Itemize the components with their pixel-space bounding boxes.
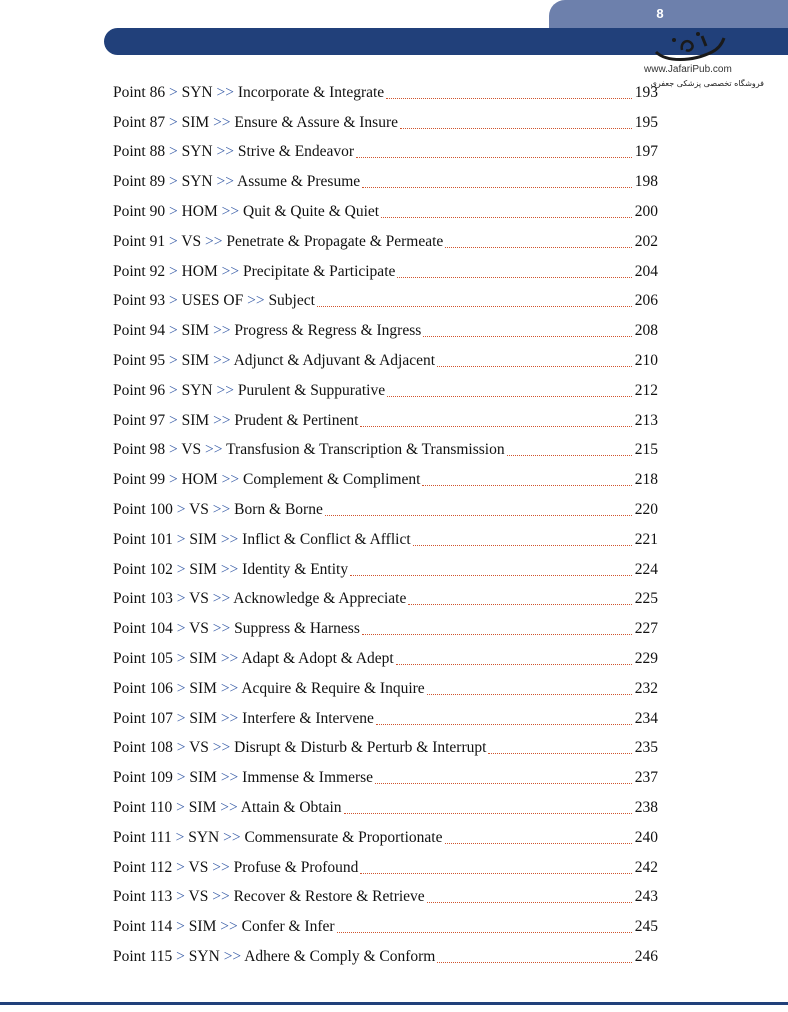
toc-entry-label	[113, 173, 360, 191]
point-number: Point 106	[113, 679, 173, 697]
dot-leader	[376, 723, 632, 725]
toc-entry[interactable]	[113, 376, 658, 406]
toc-entry[interactable]	[113, 406, 658, 436]
topic-words: Identity & Entity	[242, 560, 349, 578]
relation-type: VS	[188, 858, 209, 876]
dot-leader	[360, 425, 632, 427]
topic-words: Purulent & Suppurative	[237, 381, 386, 399]
dot-leader	[381, 216, 632, 218]
page-reference: 210	[634, 352, 658, 370]
double-arrow-separator: >>	[216, 709, 243, 727]
double-arrow-separator: >>	[208, 739, 235, 757]
dot-leader	[427, 693, 632, 695]
page-reference: 246	[634, 948, 658, 965]
toc-entry[interactable]	[113, 167, 658, 197]
toc-entry-label	[113, 143, 354, 161]
toc-entry-label	[113, 84, 384, 102]
page-reference: 235	[634, 739, 658, 757]
point-number: Point 99	[113, 471, 166, 489]
toc-entry-label	[113, 620, 360, 638]
relation-type: USES OF	[181, 292, 244, 310]
dot-leader	[437, 961, 632, 963]
point-number: Point 88	[113, 143, 166, 161]
topic-words: Suppress & Harness	[234, 620, 360, 638]
topic-words: Strive & Endeavor	[237, 143, 355, 161]
topic-words: Confer & Infer	[241, 918, 335, 936]
topic-words: Quit & Quite & Quiet	[243, 203, 380, 221]
page-reference: 218	[634, 471, 658, 489]
topic-words: Born & Borne	[234, 501, 323, 519]
double-arrow-separator: >>	[209, 113, 235, 131]
page-reference: 234	[634, 709, 658, 727]
arrow-separator: >	[165, 232, 182, 250]
toc-entry-label	[113, 322, 421, 340]
page-reference: 193	[634, 83, 658, 101]
toc-entry-label	[113, 918, 335, 936]
topic-words: Progress & Regress & Ingress	[234, 322, 422, 340]
arrow-separator: >	[172, 888, 189, 906]
topic-words: Inflict & Conflict & Afflict	[242, 530, 411, 548]
topic-words: Penetrate & Propagate & Permeate	[226, 232, 444, 250]
dot-leader	[362, 186, 632, 188]
arrow-separator: >	[172, 948, 189, 965]
toc-entry-label	[113, 471, 420, 489]
toc-entry-label	[113, 769, 373, 787]
toc-entry-label	[113, 948, 435, 966]
point-number: Point 108	[113, 739, 173, 757]
double-arrow-separator: >>	[208, 858, 234, 876]
topic-words: Acquire & Require & Inquire	[241, 679, 425, 697]
toc-entry-label	[113, 739, 486, 757]
point-number: Point 100	[113, 501, 173, 519]
point-number: Point 87	[113, 113, 166, 131]
page-reference: 224	[634, 560, 658, 578]
dot-leader	[507, 454, 632, 456]
dot-leader	[445, 246, 632, 248]
dot-leader	[427, 901, 632, 903]
page-reference: 243	[634, 888, 658, 906]
toc-entry-label	[113, 203, 379, 221]
page-reference: 245	[634, 918, 658, 936]
topic-words: Subject	[268, 292, 315, 310]
dot-leader	[386, 97, 632, 99]
toc-entry-label	[113, 501, 323, 519]
double-arrow-separator: >>	[212, 83, 238, 101]
dot-leader	[387, 395, 632, 397]
toc-entry-label	[113, 412, 358, 430]
double-arrow-separator: >>	[208, 888, 234, 906]
toc-entry-label	[113, 233, 443, 251]
page-number: 8	[656, 6, 664, 21]
point-number: Point 112	[113, 858, 173, 876]
point-number: Point 94	[113, 322, 166, 340]
arrow-separator: >	[165, 471, 182, 489]
toc-entry-label	[113, 680, 425, 698]
dot-leader	[445, 842, 633, 844]
point-number: Point 115	[113, 948, 173, 965]
dot-leader	[488, 752, 632, 754]
dot-leader	[325, 514, 632, 516]
toc-entry[interactable]	[113, 495, 658, 525]
double-arrow-separator: >>	[243, 292, 269, 310]
relation-type: SIM	[189, 650, 217, 668]
arrow-separator: >	[172, 739, 190, 757]
toc-entry-label	[113, 799, 342, 817]
toc-entry[interactable]	[113, 734, 658, 764]
double-arrow-separator: >>	[216, 769, 243, 787]
logo-subtitle: فروشگاه تخصصی پزشکی جعفری	[650, 79, 764, 88]
toc-entry-label	[113, 829, 443, 847]
relation-type: SIM	[189, 709, 217, 727]
arrow-separator: >	[165, 441, 182, 459]
double-arrow-separator: >>	[219, 828, 245, 846]
double-arrow-separator: >>	[216, 679, 242, 697]
relation-type: VS	[189, 739, 209, 757]
relation-type: SIM	[181, 352, 210, 370]
double-arrow-separator: >>	[201, 232, 227, 250]
point-number: Point 86	[113, 83, 166, 101]
dot-leader	[413, 544, 632, 546]
arrow-separator: >	[165, 352, 182, 370]
toc-entry[interactable]	[113, 108, 658, 138]
relation-type: HOM	[181, 471, 218, 489]
point-number: Point 89	[113, 173, 166, 191]
toc-entry[interactable]	[113, 704, 658, 734]
page-reference: 215	[634, 441, 658, 459]
dot-leader	[356, 156, 632, 158]
topic-words: Adhere & Comply & Conform	[244, 948, 436, 965]
toc-entry-label	[113, 441, 505, 459]
toc-entry[interactable]	[113, 912, 658, 942]
publisher-logo	[644, 30, 764, 90]
arrow-separator: >	[165, 262, 182, 280]
dot-leader	[397, 276, 632, 278]
double-arrow-separator: >>	[217, 471, 244, 489]
arrow-separator: >	[172, 501, 190, 519]
topic-words: Incorporate & Integrate	[237, 83, 385, 101]
double-arrow-separator: >>	[216, 650, 242, 668]
footer-rule	[0, 1002, 788, 1005]
toc-entry[interactable]	[113, 227, 658, 257]
topic-words: Recover & Restore & Retrieve	[233, 888, 425, 906]
page-reference: 232	[634, 679, 658, 697]
topic-words: Precipitate & Participate	[243, 262, 396, 280]
page-reference: 221	[634, 530, 658, 548]
relation-type: SIM	[181, 113, 210, 131]
toc-entry[interactable]	[113, 316, 658, 346]
page-reference: 200	[634, 203, 658, 221]
toc-entry-label	[113, 710, 374, 728]
dot-leader	[422, 484, 632, 486]
double-arrow-separator: >>	[212, 173, 238, 191]
toc-entry-label	[113, 888, 425, 906]
toc-entry[interactable]	[113, 465, 658, 495]
toc-entry[interactable]	[113, 436, 658, 466]
page-reference: 238	[634, 799, 658, 817]
arrow-separator: >	[165, 143, 182, 161]
double-arrow-separator: >>	[216, 560, 243, 578]
topic-words: Adapt & Adopt & Adept	[241, 650, 394, 668]
toc-entry-label	[113, 650, 394, 668]
double-arrow-separator: >>	[219, 948, 245, 965]
arrow-separator: >	[165, 322, 182, 340]
double-arrow-separator: >>	[217, 203, 244, 221]
relation-type: SIM	[189, 560, 217, 578]
double-arrow-separator: >>	[201, 441, 227, 459]
relation-type: VS	[188, 888, 209, 906]
logo-url: www.JafariPub.com	[644, 64, 732, 75]
arrow-separator: >	[172, 858, 189, 876]
arrow-separator: >	[165, 411, 182, 429]
page-reference: 212	[634, 381, 658, 399]
toc-entry[interactable]	[113, 793, 658, 823]
relation-type: SYN	[181, 173, 213, 191]
arrow-separator: >	[171, 828, 189, 846]
dot-leader	[437, 365, 632, 367]
toc-entry[interactable]	[113, 525, 658, 555]
arrow-separator: >	[172, 709, 190, 727]
arrow-separator: >	[165, 381, 182, 399]
point-number: Point 111	[113, 828, 172, 846]
page-reference: 195	[634, 113, 658, 131]
double-arrow-separator: >>	[216, 799, 241, 817]
double-arrow-separator: >>	[209, 411, 235, 429]
point-number: Point 110	[113, 799, 173, 817]
point-number: Point 98	[113, 441, 166, 459]
toc-entry[interactable]	[113, 883, 658, 913]
toc-entry[interactable]	[113, 585, 658, 615]
topic-words: Transfusion & Transcription & Transmission	[226, 441, 505, 459]
toc-entry-label	[113, 263, 395, 281]
toc-entry-label	[113, 292, 315, 310]
point-number: Point 104	[113, 620, 173, 638]
point-number: Point 103	[113, 590, 173, 608]
arrow-separator: >	[172, 620, 190, 638]
relation-type: SYN	[181, 381, 213, 399]
point-number: Point 102	[113, 560, 173, 578]
double-arrow-separator: >>	[212, 143, 238, 161]
relation-type: SIM	[181, 411, 210, 429]
toc-entry[interactable]	[113, 555, 658, 585]
toc-entry-label	[113, 114, 398, 132]
topic-words: Immense & Immerse	[242, 769, 374, 787]
relation-type: SYN	[188, 828, 220, 846]
arrow-separator: >	[172, 799, 189, 817]
topic-words: Adjunct & Adjuvant & Adjacent	[233, 352, 436, 370]
double-arrow-separator: >>	[209, 322, 235, 340]
point-number: Point 92	[113, 262, 166, 280]
dot-leader	[396, 663, 632, 665]
page-reference: 208	[634, 322, 658, 340]
topic-words: Prudent & Pertinent	[234, 411, 359, 429]
point-number: Point 107	[113, 709, 173, 727]
toc-entry-label	[113, 352, 435, 370]
toc-entry-label	[113, 859, 358, 877]
topic-words: Attain & Obtain	[240, 799, 342, 817]
relation-type: SIM	[189, 769, 217, 787]
dot-leader	[400, 127, 632, 129]
toc-entry[interactable]	[113, 763, 658, 793]
double-arrow-separator: >>	[216, 918, 242, 936]
arrow-separator: >	[172, 590, 190, 608]
toc-entry[interactable]	[113, 78, 658, 108]
page-reference: 206	[634, 292, 658, 310]
double-arrow-separator: >>	[212, 381, 238, 399]
topic-words: Disrupt & Disturb & Perturb & Interrupt	[234, 739, 487, 757]
point-number: Point 114	[113, 918, 173, 936]
point-number: Point 101	[113, 530, 173, 548]
page-reference: 227	[634, 620, 658, 638]
topic-words: Assume & Presume	[237, 173, 361, 191]
page-reference: 202	[634, 232, 658, 250]
toc-entry[interactable]	[113, 942, 658, 972]
toc-entry[interactable]	[113, 138, 658, 168]
relation-type: VS	[189, 590, 209, 608]
arrow-separator: >	[165, 113, 182, 131]
toc-entry-label	[113, 531, 411, 549]
point-number: Point 113	[113, 888, 173, 906]
arrow-separator: >	[165, 173, 182, 191]
arrow-separator: >	[165, 203, 182, 221]
double-arrow-separator: >>	[209, 352, 234, 370]
point-number: Point 95	[113, 352, 166, 370]
dot-leader	[408, 603, 632, 605]
topic-words: Commensurate & Proportionate	[244, 828, 443, 846]
relation-type: VS	[189, 620, 209, 638]
arrow-separator: >	[172, 769, 190, 787]
dot-leader	[423, 335, 632, 337]
topic-words: Interfere & Intervene	[242, 709, 374, 727]
topic-words: Profuse & Profound	[233, 858, 359, 876]
relation-type: SIM	[188, 918, 217, 936]
relation-type: SIM	[188, 799, 217, 817]
point-number: Point 105	[113, 650, 173, 668]
toc-entry[interactable]	[113, 257, 658, 287]
relation-type: HOM	[181, 262, 218, 280]
double-arrow-separator: >>	[208, 590, 234, 608]
toc-entry[interactable]	[113, 823, 658, 853]
page-reference: 242	[634, 858, 658, 876]
topic-words: Complement & Compliment	[243, 471, 421, 489]
relation-type: SYN	[181, 143, 213, 161]
relation-type: VS	[181, 232, 202, 250]
toc-entry[interactable]	[113, 853, 658, 883]
page-reference: 220	[634, 501, 658, 519]
page-reference: 204	[634, 262, 658, 280]
arrow-separator: >	[165, 83, 182, 101]
point-number: Point 96	[113, 381, 166, 399]
toc-entry[interactable]	[113, 346, 658, 376]
relation-type: SIM	[189, 679, 217, 697]
relation-type: VS	[189, 501, 209, 519]
point-number: Point 109	[113, 769, 173, 787]
toc-entry-label	[113, 382, 385, 400]
dot-leader	[375, 782, 632, 784]
dot-leader	[360, 872, 632, 874]
relation-type: SIM	[189, 530, 217, 548]
arrow-separator: >	[172, 650, 190, 668]
topic-words: Ensure & Assure & Insure	[234, 113, 399, 131]
arrow-separator: >	[172, 918, 189, 936]
arrow-separator: >	[165, 292, 182, 310]
topic-words: Acknowledge & Appreciate	[233, 590, 407, 608]
double-arrow-separator: >>	[208, 501, 235, 519]
dot-leader	[317, 305, 632, 307]
double-arrow-separator: >>	[217, 262, 244, 280]
table-of-contents	[113, 78, 658, 972]
toc-entry[interactable]	[113, 674, 658, 704]
point-number: Point 97	[113, 411, 166, 429]
dot-leader	[350, 574, 632, 576]
toc-entry[interactable]	[113, 614, 658, 644]
page-reference: 240	[634, 828, 658, 846]
dot-leader	[344, 812, 632, 814]
dot-leader	[337, 931, 632, 933]
page-reference: 198	[634, 173, 658, 191]
relation-type: HOM	[181, 203, 218, 221]
page-reference: 237	[634, 769, 658, 787]
page-reference: 229	[634, 650, 658, 668]
point-number: Point 91	[113, 232, 166, 250]
point-number: Point 90	[113, 203, 166, 221]
toc-entry[interactable]	[113, 197, 658, 227]
page-reference: 213	[634, 411, 658, 429]
double-arrow-separator: >>	[216, 530, 243, 548]
relation-type: SIM	[181, 322, 210, 340]
page-reference: 225	[634, 590, 658, 608]
toc-entry[interactable]	[113, 287, 658, 317]
relation-type: SYN	[181, 83, 213, 101]
point-number: Point 93	[113, 292, 166, 310]
toc-entry-label	[113, 590, 406, 608]
toc-entry[interactable]	[113, 644, 658, 674]
relation-type: SYN	[188, 948, 220, 965]
toc-entry-label	[113, 561, 348, 579]
arrow-separator: >	[172, 679, 190, 697]
arrow-separator: >	[172, 530, 190, 548]
dot-leader	[362, 633, 632, 635]
page-reference: 197	[634, 143, 658, 161]
double-arrow-separator: >>	[208, 620, 235, 638]
logo-calligraphy-mark	[652, 30, 732, 64]
relation-type: VS	[181, 441, 202, 459]
arrow-separator: >	[172, 560, 190, 578]
